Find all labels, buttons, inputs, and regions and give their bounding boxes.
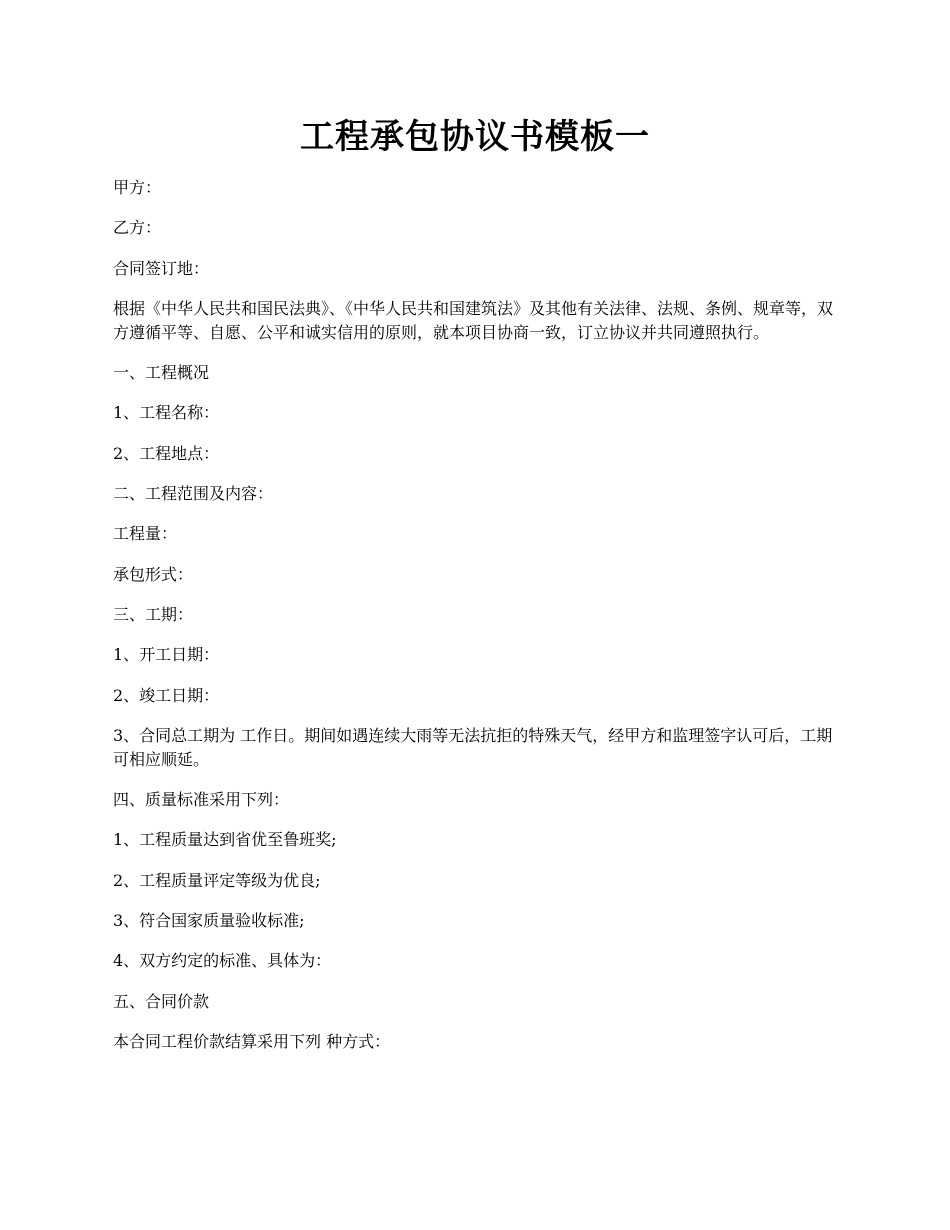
section-heading-overview: 一、工程概况	[113, 363, 210, 383]
signing-place-line: 合同签订地：	[113, 258, 210, 278]
quality-item-2: 2、工程质量评定等级为优良;	[113, 870, 321, 890]
project-name-line: 1、工程名称：	[113, 403, 220, 423]
party-b-line: 乙方：	[113, 218, 162, 238]
section-heading-schedule: 三、工期：	[113, 604, 194, 624]
document-title: 工程承包协议书模板一	[300, 117, 650, 157]
preamble-paragraph: 根据《中华人民共和国民法典》、《中华人民共和国建筑法》及其他有关法律、法规、条例、规章等，双方遵循平等、自愿、公平和诚实信用的原则，就本项目协商一致，订立协议并共同遵照执行。	[113, 298, 834, 342]
quality-item-3: 3、符合国家质量验收标准;	[113, 911, 305, 931]
document-body	[113, 176, 843, 1070]
project-location-line: 2、工程地点：	[113, 443, 220, 463]
contract-form-line: 承包形式：	[113, 564, 194, 584]
party-a-line: 甲方：	[113, 178, 162, 197]
completion-date-line: 2、竣工日期：	[113, 685, 220, 705]
section-heading-price: 五、合同价款	[113, 991, 210, 1011]
section-heading-scope: 二、工程范围及内容：	[113, 484, 274, 504]
total-duration-paragraph: 3、合同总工期为 工作日。期间如遇连续大雨等无法抗拒的特殊天气，经甲方和监理签字认可后，工期可相应顺延。	[113, 725, 833, 769]
section-heading-quality: 四、质量标准采用下列：	[113, 790, 290, 810]
quality-item-4: 4、双方约定的标准、具体为：	[113, 951, 332, 971]
quality-item-1: 1、工程质量达到省优至鲁班奖;	[113, 830, 337, 850]
start-date-line: 1、开工日期：	[113, 645, 220, 665]
price-settlement-line: 本合同工程价款结算采用下列 种方式：	[113, 1031, 391, 1051]
workload-line: 工程量：	[113, 524, 178, 544]
